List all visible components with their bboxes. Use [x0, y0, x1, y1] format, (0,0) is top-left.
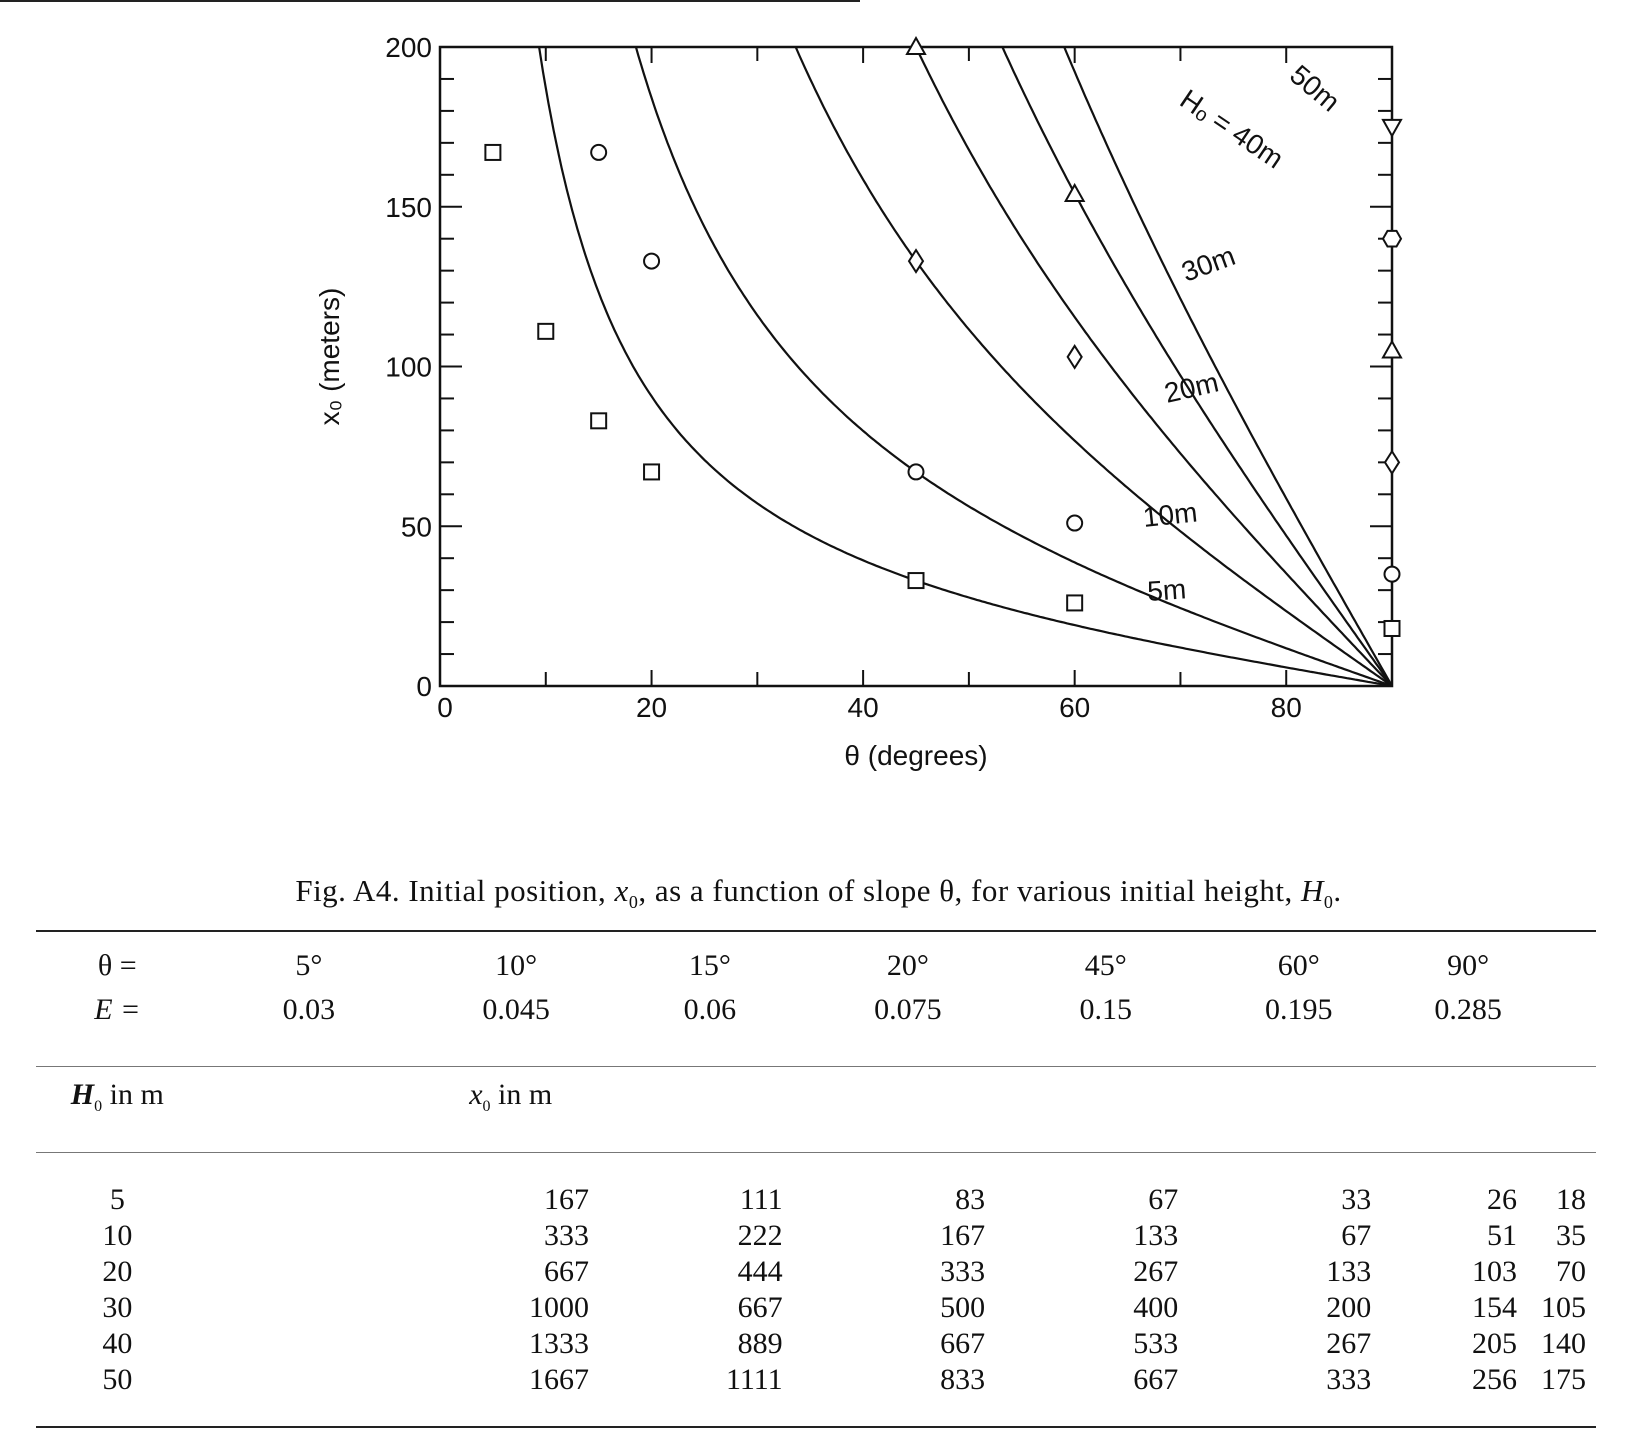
x-value: 167	[940, 1219, 986, 1252]
e-value: 0.06	[683, 993, 737, 1026]
x-value: 333	[940, 1255, 986, 1288]
h-value: 50	[102, 1363, 133, 1396]
caption-text-c: .	[1333, 873, 1342, 908]
table-row	[36, 1146, 1596, 1218]
x-value: 103	[1472, 1255, 1517, 1288]
x-value: 111	[739, 1183, 783, 1216]
spacer	[199, 1290, 420, 1326]
table-row	[36, 1362, 1596, 1398]
x-value: 667	[544, 1255, 590, 1288]
x-value: 175	[1541, 1363, 1586, 1396]
x-value: 444	[737, 1255, 783, 1288]
data-point-0-3	[644, 464, 659, 479]
x-value: 1111	[726, 1363, 783, 1396]
series-label-2: 20m	[1161, 366, 1222, 409]
data-point-3-5	[1066, 185, 1084, 201]
x-value: 167	[544, 1183, 590, 1216]
theta-row	[36, 930, 1596, 988]
data-table	[36, 930, 1596, 1398]
data-point-0-2	[591, 413, 606, 428]
x-tick-label: 60	[1059, 692, 1091, 723]
table-bottom-rule	[36, 1426, 1596, 1428]
theta-value: 15°	[688, 949, 731, 982]
table-row	[36, 1326, 1596, 1362]
x-value: 154	[1472, 1291, 1517, 1324]
x-value: 67	[1148, 1183, 1179, 1216]
data-point-1-4	[909, 464, 924, 479]
series-label-4: Hₒ = 40m	[1174, 83, 1290, 175]
table-row	[36, 1218, 1596, 1254]
x-value: 333	[544, 1219, 590, 1252]
data-point-2-6	[1385, 451, 1399, 473]
series-line-0	[517, 0, 1392, 686]
y-tick-label: 150	[385, 191, 432, 223]
x-value: 70	[1556, 1255, 1586, 1288]
data-point-1-2	[591, 145, 606, 160]
series-label-5: 50m	[1284, 58, 1346, 118]
x-value: 533	[1133, 1327, 1179, 1360]
x-value: 333	[1326, 1363, 1372, 1396]
x-value: 18	[1556, 1183, 1586, 1216]
e-row	[36, 988, 1596, 1054]
e-label	[36, 988, 199, 1054]
spacer	[199, 1054, 420, 1146]
series-label-3: 30m	[1177, 239, 1240, 288]
h-var: H	[70, 1078, 95, 1111]
data-point-1-3	[644, 254, 659, 269]
h-unit: in m	[102, 1078, 164, 1111]
data-point-0-5	[1067, 595, 1082, 610]
figure-caption	[0, 873, 1637, 913]
caption-var2: H	[1301, 873, 1324, 908]
h-unit-label	[36, 1054, 199, 1146]
x-value: 667	[737, 1291, 783, 1324]
x-value: 205	[1472, 1327, 1517, 1360]
x-value: 67	[1341, 1219, 1372, 1252]
data-point-4-6	[1383, 231, 1401, 247]
theta-value: 20°	[886, 949, 929, 982]
caption-text-a: Initial position,	[408, 873, 615, 908]
y-tick-label: 100	[385, 351, 432, 383]
x-value: 51	[1487, 1219, 1517, 1252]
h-value: 40	[102, 1327, 133, 1360]
spacer	[199, 1254, 420, 1290]
h-value: 5	[109, 1183, 125, 1216]
x-value: 105	[1541, 1291, 1586, 1324]
x-tick-label: 0	[437, 692, 453, 723]
x-value: 26	[1487, 1183, 1517, 1216]
x-value: 667	[940, 1327, 986, 1360]
curves	[517, 0, 1392, 686]
theta-value: 45°	[1084, 949, 1127, 982]
spacer	[199, 1362, 420, 1398]
x-var: x	[469, 1078, 483, 1111]
e-value: 0.15	[1079, 993, 1132, 1026]
spacer	[199, 1218, 420, 1254]
x-sub: 0	[482, 1098, 491, 1115]
x-value: 133	[1326, 1255, 1372, 1288]
caption-text-b: , as a function of slope θ, for various initial height,	[638, 873, 1302, 908]
data-point-1-5	[1067, 516, 1082, 531]
x-value: 1667	[529, 1363, 590, 1396]
x-value: 833	[940, 1363, 986, 1396]
y-tick-label: 50	[400, 511, 432, 543]
spacer	[199, 1326, 420, 1362]
x-value: 35	[1556, 1219, 1586, 1252]
series-label-0: 5m	[1146, 573, 1188, 607]
units-row	[36, 1054, 1596, 1146]
e-value: 0.03	[282, 993, 336, 1026]
x-value: 222	[737, 1219, 783, 1252]
series-line-1	[593, 0, 1392, 686]
x-value: 1000	[529, 1291, 590, 1324]
series-label-1: 10m	[1141, 496, 1199, 533]
x-tick-label: 80	[1270, 692, 1302, 723]
e-value: 0.195	[1264, 993, 1333, 1026]
data-point-2-5	[1068, 346, 1082, 368]
data-point-5-6	[1383, 120, 1401, 136]
data-point-0-4	[909, 573, 924, 588]
e-value: 0.045	[482, 993, 550, 1026]
theta-value: 10°	[495, 949, 538, 982]
x-value: 267	[1326, 1327, 1372, 1360]
e-label-text: E =	[94, 993, 141, 1026]
spacer	[199, 1146, 420, 1218]
series-line-2	[728, 0, 1392, 686]
caption-var1: x	[614, 873, 629, 908]
x-tick-label: 20	[635, 692, 668, 723]
data-point-1-6	[1385, 567, 1400, 582]
y-tick-label: 200	[385, 32, 432, 63]
e-value: 0.075	[874, 993, 942, 1026]
data-point-3-6	[1383, 342, 1401, 358]
x-value: 200	[1326, 1291, 1372, 1324]
theta-value: 90°	[1447, 949, 1490, 982]
data-point-0-0	[485, 145, 500, 160]
x-unit: in m	[490, 1078, 553, 1111]
caption-sub2: 0	[1323, 892, 1334, 913]
x-axis-label: θ (degrees)	[844, 740, 988, 771]
table-row	[36, 1254, 1596, 1290]
e-value: 0.285	[1434, 993, 1502, 1026]
x-value: 33	[1341, 1183, 1372, 1216]
theta-label: θ =	[97, 949, 137, 982]
x-value: 889	[737, 1327, 783, 1360]
x-value: 140	[1541, 1327, 1586, 1360]
table-row	[36, 1290, 1596, 1326]
y-axis-label: x₀ (meters)	[314, 287, 345, 426]
data-point-0-6	[1385, 621, 1400, 636]
h-value: 20	[102, 1255, 133, 1288]
caption-sub1: 0	[628, 892, 639, 913]
x-value: 256	[1472, 1363, 1517, 1396]
x-value: 267	[1133, 1255, 1179, 1288]
theta-value: 60°	[1277, 949, 1320, 982]
x-value: 400	[1133, 1291, 1179, 1324]
h-sub: 0	[94, 1098, 103, 1115]
theta-value: 5°	[295, 949, 323, 982]
x-value: 83	[955, 1183, 986, 1216]
x-unit-label	[419, 1054, 1541, 1146]
h-value: 10	[102, 1219, 133, 1252]
x-value: 133	[1133, 1219, 1179, 1252]
x-value: 667	[1133, 1363, 1179, 1396]
data-point-0-1	[538, 324, 553, 339]
caption-fig-label: Fig. A4.	[295, 873, 401, 908]
y-tick-label: 0	[416, 671, 432, 702]
x-value: 500	[940, 1291, 986, 1324]
h-value: 30	[102, 1291, 133, 1324]
x-value: 1333	[529, 1327, 590, 1360]
x-tick-label: 40	[847, 692, 879, 723]
